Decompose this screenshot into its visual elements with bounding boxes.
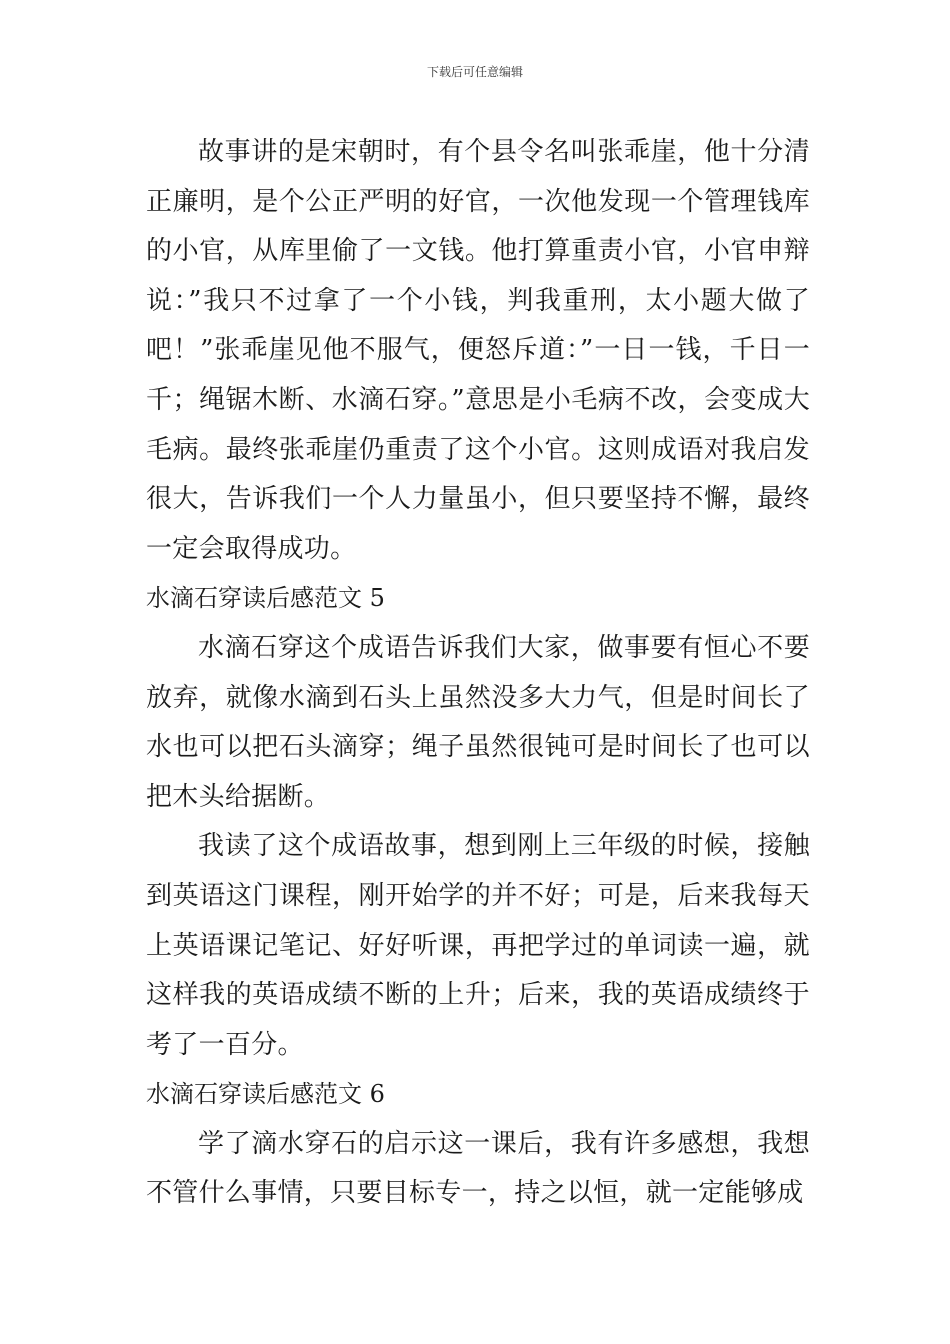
paragraph-story: 故事讲的是宋朝时，有个县令名叫张乖崖，他十分清正廉明，是个公正严明的好官，一次他发现一个管理钱库的小官，从库里偷了一文钱。他打算重责小官，小官申辩说：”我只不过拿了一个小钱，判我重刑，太小题大做了吧！”张乖崖见他不服气，便怒斥道：”一日一钱，千日一千；绳锯木断、水滴石穿。”意思是小毛病不改，会变成大毛病。最终张乖崖仍重责了这个小官。这则成语对我启发很大，告诉我们一个人力量虽小，但只要坚持不懈，最终一定会取得成功。 <box>146 137 810 564</box>
document-body <box>146 128 810 1219</box>
paragraph-lesson: 学了滴水穿石的启示这一课后，我有许多感想，我想不管什么事情，只要目标专一，持之以恒，就一定能够成 <box>146 1128 810 1209</box>
paragraph-meaning: 水滴石穿这个成语告诉我们大家，做事要有恒心不要放弃，就像水滴到石头上虽然没多大力气，但是时间长了水也可以把石头滴穿；绳子虽然很钝可是时间长了也可以把木头给据断。 <box>146 632 810 812</box>
paragraph-english-study: 我读了这个成语故事，想到刚上三年级的时候，接触到英语这门课程，刚开始学的并不好；可是，后来我每天上英语课记笔记、好好听课，再把学过的单词读一遍，就这样我的英语成绩不断的上升；后来，我的英语成绩终于考了一百分。 <box>146 831 810 1060</box>
page-header: 下载后可任意编辑 <box>426 65 523 79</box>
section-heading-5: 水滴石穿读后感范文 5 <box>146 584 385 613</box>
section-heading-6: 水滴石穿读后感范文 6 <box>146 1080 385 1109</box>
